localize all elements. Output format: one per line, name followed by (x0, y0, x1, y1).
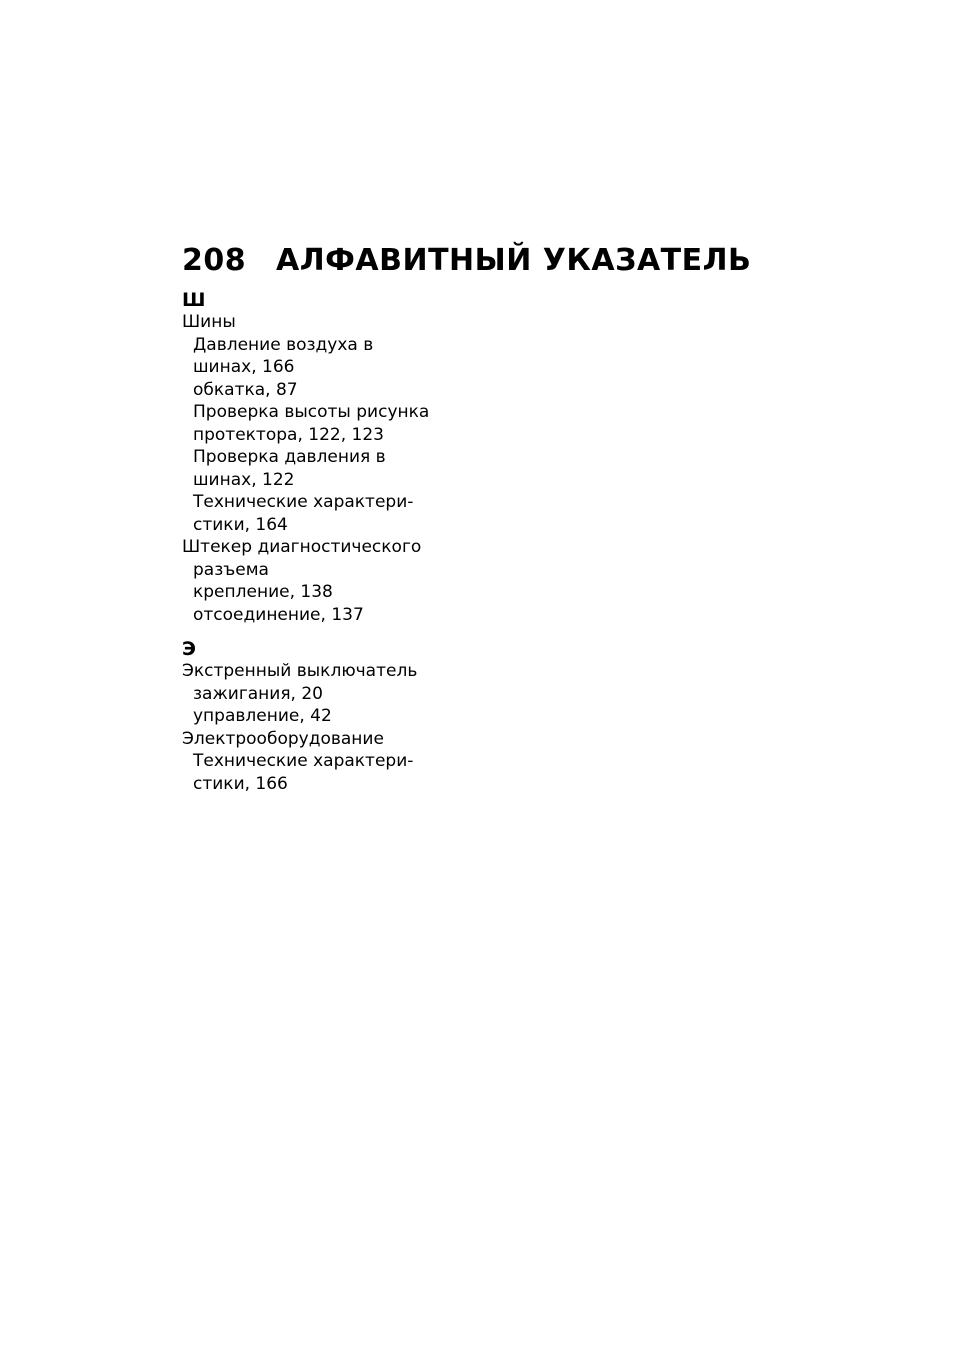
index-subentry: обкатка, 87 (193, 379, 298, 400)
letter-heading-e: Э (182, 638, 196, 660)
index-subentry: протектора, 122, 123 (193, 424, 384, 445)
index-subentry: стики, 166 (193, 773, 288, 794)
index-column (182, 289, 442, 795)
letter-heading-sha: Ш (182, 289, 206, 311)
index-subentry: Давление воздуха в (193, 334, 374, 355)
index-subentry: Технические характери- (193, 492, 414, 512)
index-subentry: отсоединение, 137 (193, 604, 364, 625)
index-subentry: стики, 164 (193, 514, 288, 535)
index-subentry: разъема (193, 559, 269, 580)
index-subentry: шинах, 122 (193, 469, 295, 490)
index-subentry: Проверка высоты рисунка (193, 402, 430, 422)
index-subentry: крепление, 138 (193, 582, 333, 602)
page-number: 208 (182, 243, 247, 278)
index-subentry: управление, 42 (193, 706, 332, 726)
index-subentry: Проверка давления в (193, 447, 386, 467)
index-subentry: зажигания, 20 (193, 683, 323, 704)
index-entry-emergency-switch: Экстренный выключатель (182, 661, 418, 681)
index-entry-electrical-equipment: Электрооборудование (182, 728, 384, 749)
index-subentry: шинах, 166 (193, 357, 295, 377)
page-title: АЛФАВИТНЫЙ УКАЗАТЕЛЬ (276, 243, 752, 278)
page-header (182, 243, 751, 279)
index-entry-diagnostic-connector: Штекер диагностического (182, 537, 422, 557)
index-subentry: Технические характери- (193, 751, 414, 771)
index-entry-tires: Шины (182, 312, 236, 332)
